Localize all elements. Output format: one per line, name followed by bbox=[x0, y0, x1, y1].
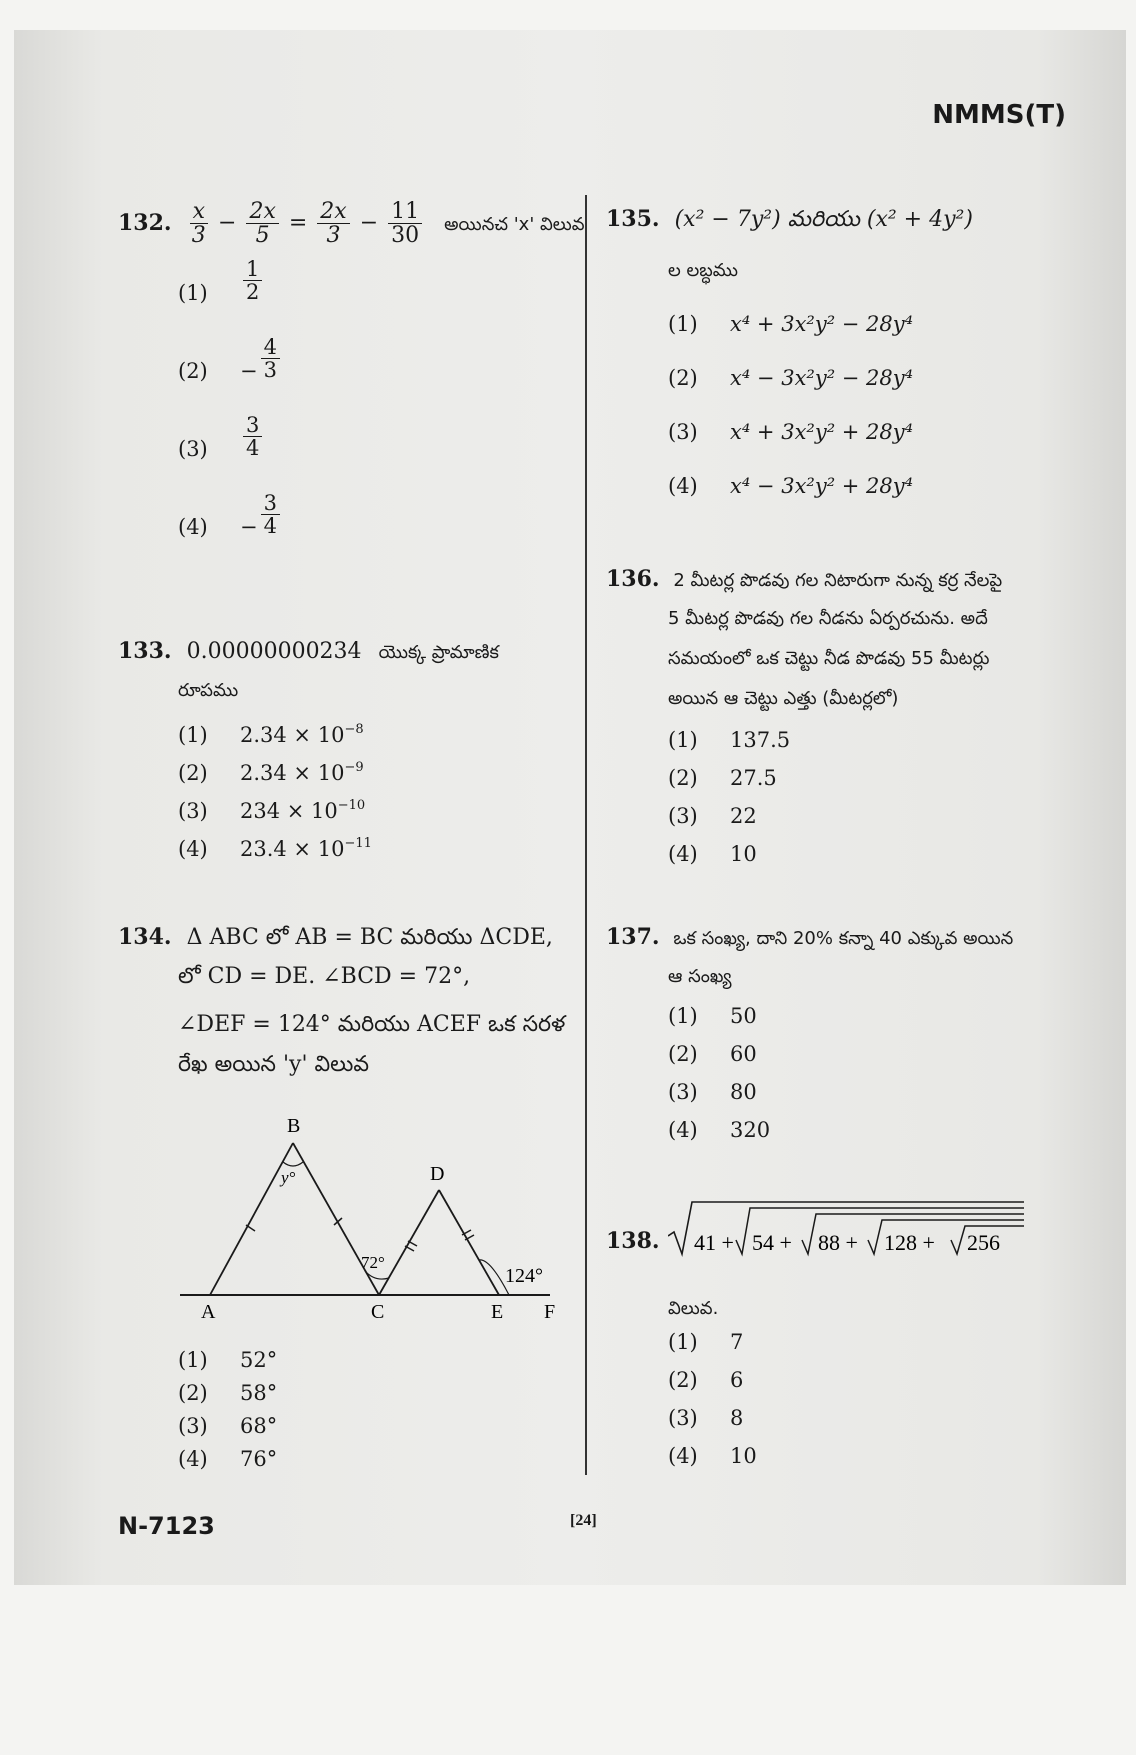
option-number: (1) bbox=[178, 723, 208, 747]
option-number: (3) bbox=[178, 1414, 208, 1438]
question-text-line: ఆ సంఖ్య bbox=[668, 966, 732, 987]
option-number: (3) bbox=[178, 799, 208, 823]
question-number: 138. bbox=[606, 1228, 660, 1254]
option-fraction: $\frac{1}{2}$ bbox=[243, 258, 262, 303]
option-value: 52° bbox=[240, 1348, 278, 1372]
question-137 bbox=[606, 918, 1013, 958]
answer-option bbox=[178, 1447, 277, 1471]
exam-code-header: NMMS(T) bbox=[932, 100, 1066, 130]
radicand: 41 + bbox=[694, 1230, 734, 1255]
option-number: (3) bbox=[668, 420, 698, 444]
question-number: 137. bbox=[606, 924, 660, 950]
operator: = bbox=[288, 210, 308, 236]
option-number: (4) bbox=[668, 842, 698, 866]
answer-option bbox=[668, 842, 757, 866]
fraction: $\frac{x}{3}$ bbox=[190, 200, 208, 247]
question-number: 134. bbox=[118, 924, 172, 950]
option-number: (2) bbox=[668, 366, 698, 390]
option-number: (2) bbox=[668, 766, 698, 790]
answer-option bbox=[668, 420, 913, 444]
option-number: (2) bbox=[668, 1042, 698, 1066]
option-number: (2) bbox=[668, 1368, 698, 1392]
answer-option bbox=[668, 1118, 770, 1142]
option-number: (3) bbox=[668, 1406, 698, 1430]
option-value: 23.4 × 10 bbox=[240, 837, 345, 861]
answer-option bbox=[178, 798, 365, 823]
option-sign: − bbox=[240, 359, 258, 384]
radicand: 88 + bbox=[818, 1230, 858, 1255]
option-number: (1) bbox=[668, 312, 698, 336]
option-value: 2.34 × 10 bbox=[240, 761, 345, 785]
option-exponent: −10 bbox=[337, 798, 366, 813]
label-b: B bbox=[287, 1115, 301, 1137]
question-number: 135. bbox=[606, 206, 660, 232]
option-number: (4) bbox=[178, 515, 208, 540]
side-de bbox=[439, 1190, 499, 1295]
option-value: 68° bbox=[240, 1414, 278, 1438]
question-136 bbox=[606, 560, 1002, 600]
answer-option bbox=[668, 312, 913, 336]
option-value: x⁴ + 3x²y² − 28y⁴ bbox=[730, 312, 914, 336]
question-text-line: సమయంలో ఒక చెట్టు నీడ పొడవు 55 మీటర్లు bbox=[668, 648, 990, 669]
triangle-figure bbox=[175, 1110, 575, 1330]
side-ab bbox=[210, 1143, 293, 1295]
option-number: (1) bbox=[668, 1330, 698, 1354]
answer-option bbox=[668, 728, 790, 752]
option-value: x⁴ − 3x²y² − 28y⁴ bbox=[730, 366, 914, 390]
option-number: (3) bbox=[668, 1080, 698, 1104]
radicand: 54 + bbox=[752, 1230, 792, 1255]
label-e: E bbox=[491, 1301, 504, 1323]
operator: − bbox=[218, 210, 237, 236]
label-124-angle: 124° bbox=[505, 1265, 543, 1287]
option-sign: − bbox=[240, 515, 258, 540]
fraction: $\frac{11}{30}$ bbox=[388, 200, 422, 247]
label-y-angle: y° bbox=[281, 1168, 296, 1187]
option-number: (1) bbox=[178, 281, 208, 306]
option-number: (2) bbox=[178, 359, 208, 384]
question-number: 136. bbox=[606, 566, 660, 592]
question-text-line: అయిన ఆ చెట్టు ఎత్తు (మీటర్లలో) bbox=[668, 688, 899, 709]
option-value: 80 bbox=[730, 1080, 757, 1104]
question-text: యొక్క ప్రామాణిక bbox=[378, 642, 499, 663]
label-72-angle: 72° bbox=[361, 1253, 385, 1272]
answer-option bbox=[178, 1381, 277, 1405]
option-number: (3) bbox=[668, 804, 698, 828]
option-value: 60 bbox=[730, 1042, 757, 1066]
angle-arc bbox=[283, 1162, 303, 1166]
column-divider bbox=[585, 195, 587, 1475]
option-number: (1) bbox=[668, 1004, 698, 1028]
answer-option bbox=[668, 1368, 743, 1392]
option-number: (4) bbox=[668, 1444, 698, 1468]
question-134 bbox=[118, 918, 553, 957]
question-text-line: రేఖ అయిన 'y' విలువ bbox=[178, 1052, 369, 1077]
option-number: (4) bbox=[178, 1447, 208, 1471]
option-number: (3) bbox=[178, 437, 208, 462]
label-c: C bbox=[371, 1301, 385, 1323]
answer-option bbox=[178, 257, 265, 317]
option-number: (2) bbox=[178, 1381, 208, 1405]
option-value: 58° bbox=[240, 1381, 278, 1405]
answer-option bbox=[668, 366, 913, 390]
answer-option bbox=[178, 760, 364, 785]
option-value: 234 × 10 bbox=[240, 799, 338, 823]
question-number: 132. bbox=[118, 209, 172, 236]
answer-option bbox=[668, 1444, 757, 1468]
radicand: 256 bbox=[967, 1230, 1000, 1255]
answer-option bbox=[668, 1330, 743, 1354]
option-value: 320 bbox=[730, 1118, 771, 1142]
option-number: (4) bbox=[668, 474, 698, 498]
fraction: $\frac{2x}{3}$ bbox=[317, 200, 349, 247]
answer-option bbox=[178, 335, 283, 395]
radicand: 128 + bbox=[884, 1230, 935, 1255]
answer-option bbox=[668, 474, 913, 498]
question-text: ల లబ్ధము bbox=[668, 260, 739, 281]
label-d: D bbox=[430, 1163, 445, 1185]
answer-option bbox=[668, 766, 777, 790]
option-value: 10 bbox=[730, 1444, 757, 1468]
option-exponent: −9 bbox=[344, 760, 364, 775]
question-number: 133. bbox=[118, 638, 172, 664]
question-text-line: ∠DEF = 124° మరియు ACEF ఒక సరళ bbox=[178, 1012, 566, 1037]
option-value: x⁴ + 3x²y² + 28y⁴ bbox=[730, 420, 914, 444]
option-fraction: $\frac{4}{3}$ bbox=[261, 336, 280, 381]
answer-option bbox=[668, 1042, 757, 1066]
answer-option bbox=[668, 1406, 743, 1430]
question-text: అయినచ 'x' విలువ bbox=[444, 213, 585, 235]
option-exponent: −11 bbox=[344, 836, 372, 851]
option-value: 22 bbox=[730, 804, 757, 828]
answer-option bbox=[668, 1004, 757, 1028]
question-text-cont: రూపము bbox=[178, 680, 239, 701]
question-value: 0.00000000234 bbox=[186, 639, 362, 664]
option-number: (4) bbox=[178, 837, 208, 861]
question-text-line: లో CD = DE. ∠BCD = 72°, bbox=[178, 964, 471, 989]
fraction: $\frac{2x}{5}$ bbox=[246, 200, 278, 247]
nested-radical-expression bbox=[668, 1196, 1028, 1260]
option-value: 50 bbox=[730, 1004, 757, 1028]
option-value: 8 bbox=[730, 1406, 744, 1430]
label-a: A bbox=[201, 1301, 216, 1323]
question-text-line: 5 మీటర్ల పొడవు గల నీడను ఏర్పరచును. అదే bbox=[668, 608, 988, 629]
option-number: (1) bbox=[668, 728, 698, 752]
question-text: Δ ABC లో AB = BC మరియు ΔCDE, bbox=[186, 925, 553, 950]
question-text-line: 2 మీటర్ల పొడవు గల నిటారుగా నున్న కర్ర నేలపై bbox=[673, 570, 1003, 591]
answer-option bbox=[178, 836, 372, 861]
question-132 bbox=[118, 200, 585, 247]
option-value: 7 bbox=[730, 1330, 744, 1354]
answer-option bbox=[178, 1348, 277, 1372]
question-expression: (x² − 7y²) మరియు (x² + 4y²) bbox=[674, 207, 973, 232]
option-value: 6 bbox=[730, 1368, 744, 1392]
option-fraction: $\frac{3}{4}$ bbox=[261, 492, 280, 537]
option-value: 27.5 bbox=[730, 766, 777, 790]
answer-option bbox=[178, 722, 364, 747]
side-cd bbox=[379, 1190, 439, 1295]
answer-option bbox=[178, 413, 265, 473]
operator: − bbox=[359, 210, 379, 236]
question-text: విలువ. bbox=[668, 1298, 719, 1319]
answer-option bbox=[668, 804, 757, 828]
question-text-line: ఒక సంఖ్య, దాని 20% కన్నా 40 ఎక్కువ అయిన bbox=[673, 928, 1014, 949]
option-value: 137.5 bbox=[730, 728, 791, 752]
option-value: 10 bbox=[730, 842, 757, 866]
answer-option bbox=[178, 491, 283, 551]
page-number: [24] bbox=[570, 1512, 597, 1529]
option-number: (4) bbox=[668, 1118, 698, 1142]
option-number: (2) bbox=[178, 761, 208, 785]
answer-option bbox=[668, 1080, 757, 1104]
option-value: 76° bbox=[240, 1447, 278, 1471]
option-fraction: $\frac{3}{4}$ bbox=[243, 414, 262, 459]
label-f: F bbox=[544, 1301, 556, 1323]
option-exponent: −8 bbox=[344, 722, 364, 737]
question-133 bbox=[118, 632, 499, 672]
answer-option bbox=[178, 1414, 277, 1438]
question-138 bbox=[606, 1222, 668, 1261]
booklet-code: N-7123 bbox=[118, 1512, 215, 1540]
question-135 bbox=[606, 200, 973, 239]
option-value: 2.34 × 10 bbox=[240, 723, 345, 747]
option-value: x⁴ − 3x²y² + 28y⁴ bbox=[730, 474, 914, 498]
option-number: (1) bbox=[178, 1348, 208, 1372]
